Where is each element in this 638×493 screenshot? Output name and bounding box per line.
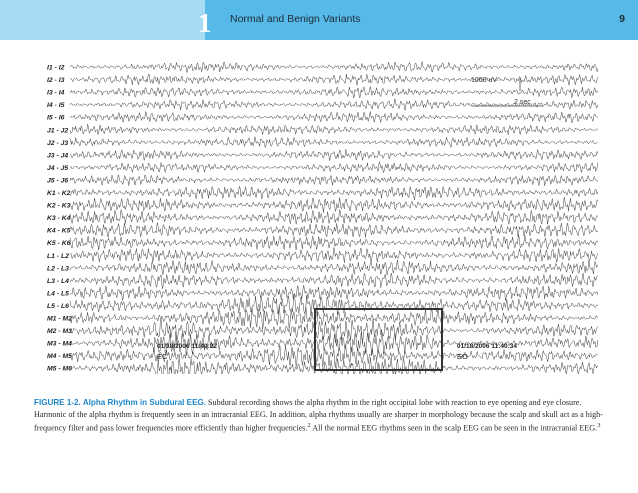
channel-label: L4 - L5 bbox=[47, 290, 69, 298]
channel-label: L2 - L3 bbox=[47, 265, 69, 273]
caption-reference-1: 2 bbox=[307, 422, 311, 430]
chapter-header-tab bbox=[0, 0, 205, 40]
channel-label: M1 - M2 bbox=[47, 315, 72, 323]
channel-label: J5 - J6 bbox=[47, 177, 69, 185]
channel-label: L3 - L4 bbox=[47, 277, 69, 285]
channel-label: J2 - J3 bbox=[47, 139, 69, 147]
channel-label: I1 - I2 bbox=[47, 64, 65, 72]
channel-label: M5 - M6 bbox=[47, 365, 72, 373]
amplitude-scale-label: 1000 uV bbox=[471, 77, 498, 84]
channel-label: K2 - K3 bbox=[47, 202, 71, 210]
channel-label: K4 - K5 bbox=[47, 227, 71, 235]
eyes-closed-timestamp: 01/18/2006 11:40:22 bbox=[157, 343, 217, 350]
time-scale-label: 2 sec bbox=[514, 99, 531, 106]
caption-reference-2: 3 bbox=[597, 422, 601, 430]
figure-title: Alpha Rhythm in Subdural EEG. bbox=[82, 398, 207, 407]
channel-label: M2 - M3 bbox=[47, 328, 72, 336]
channel-label: I3 - I4 bbox=[47, 89, 65, 97]
caption-body: Subdural recording shows the alpha rhythm in the right occipital lobe with reaction to eye opening and eye closure. Harmonic of the alpha rhythm is frequently seen in an intracranial EEG. In addition, alpha rhythms usually are sharper in morphology because the scalp and skull act as a high-frequency filter and pass lower frequencies more efficiently than higher frequencies. bbox=[34, 398, 603, 433]
chapter-number: 1 bbox=[198, 8, 212, 38]
eyes-closed-marker: EC bbox=[157, 352, 168, 361]
channel-label: K3 - K4 bbox=[47, 215, 71, 223]
eeg-figure bbox=[44, 60, 600, 374]
eyes-open-timestamp: 01/18/2006 11:40:34 bbox=[457, 343, 517, 350]
chapter-title: Normal and Benign Variants bbox=[230, 13, 361, 25]
channel-label: L5 - L6 bbox=[47, 302, 69, 310]
channel-label: I4 - I5 bbox=[47, 102, 65, 110]
caption-body-2: All the normal EEG rhythms seen in the scalp EEG can be seen in the intracranial EEG. bbox=[310, 423, 598, 433]
figure-label: FIGURE 1-2. bbox=[34, 398, 81, 407]
channel-label: M3 - M4 bbox=[47, 340, 72, 348]
channel-label: J1 - J2 bbox=[47, 127, 69, 135]
channel-label: I2 - I3 bbox=[47, 77, 65, 85]
figure-caption bbox=[34, 397, 608, 434]
channel-label: I5 - I6 bbox=[47, 114, 65, 122]
channel-label: M4 - M5 bbox=[47, 353, 72, 361]
eyes-open-marker: EO bbox=[457, 352, 468, 361]
channel-label: K1 - K2 bbox=[47, 190, 71, 197]
channel-label: K5 - K6 bbox=[47, 240, 71, 248]
channel-label: J3 - J4 bbox=[47, 152, 69, 160]
channel-label: L1 - L2 bbox=[47, 252, 69, 260]
channel-label: J4 - J5 bbox=[47, 164, 69, 172]
page-number: 9 bbox=[619, 13, 625, 25]
